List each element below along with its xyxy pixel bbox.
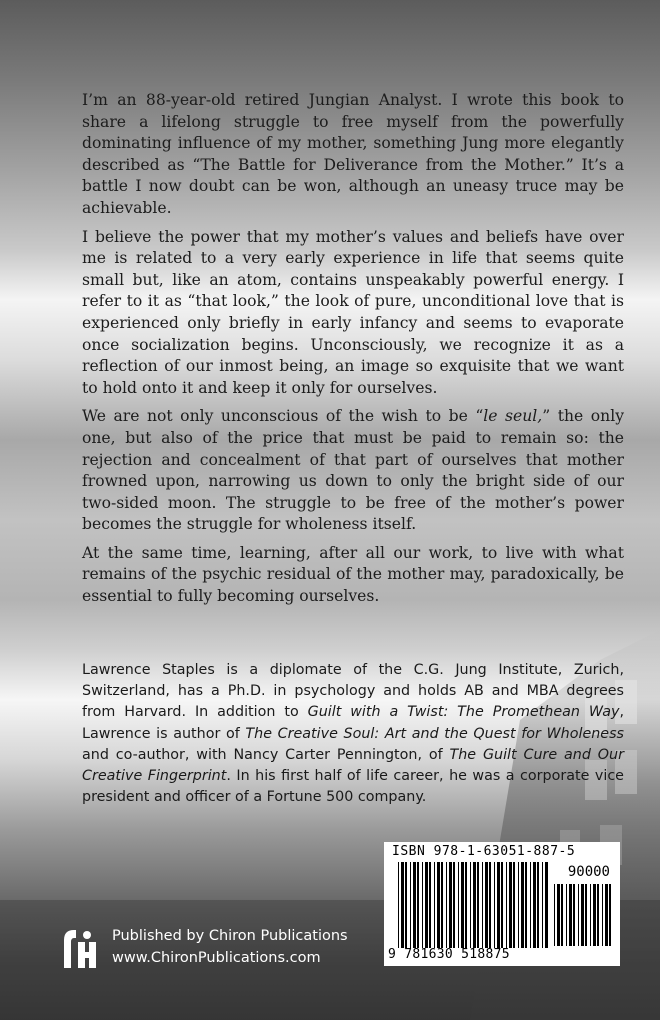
barcode-bar [494,862,495,948]
barcode-bar [437,862,440,948]
barcode-bar [593,884,596,946]
barcode-bar [405,862,407,948]
barcode-bar [509,862,512,948]
barcode-bar [398,862,399,948]
barcode-bar [554,884,555,946]
isbn-barcode [384,842,620,966]
publisher-website[interactable]: www.ChironPublications.com [112,950,321,966]
publisher-name: Published by Chiron Publications [112,928,348,944]
blurb-paragraph-1: I’m an 88-year-old retired Jungian Analyst. I wrote this book to share a lifelong struggle to free myself from the powerfully dominating influence of my mother, something Jung more elegantly described as “The Battle for Deliverance from the Mother.” It’s a battle I now doubt can be won, although an uneasy truce may be achievable. [82,91,624,217]
barcode-bar [473,862,476,948]
barcode-bar [434,862,435,948]
chiron-logo-icon [60,928,100,972]
barcode-bar [521,862,524,948]
blurb-paragraph-4: At the same time, learning, after all our work, to live with what remains of the psychic residual of the mother may, paradoxically, be essential to fully becoming ourselves. [82,543,624,606]
ean-digits: 9 781630 518875 [388,947,510,962]
blurb-p3-italic: le seul, [483,407,543,426]
barcode-bar [530,862,531,948]
blurb-paragraph-2: I believe the power that my mother’s values and beliefs have over me is related to a very early experience in life that seems quite small but, like an atom, contains unspeakably powerful energy. I refer to it as “that look,” the look of pure, unconditional love that is experienced only briefly in early infancy and seems to evaporate once socialization begins. Unconsciously, we recognize it as a reflection of our inmost being, an image so exquisite that we want to hold onto it and keep it only for ourselves. [82,227,624,397]
barcode-bar [581,884,584,946]
bio-part-3: and co-author, with Nancy Carter Pennington, of [82,746,450,763]
barcode-bar [533,862,536,948]
barcode-bar [441,862,443,948]
barcode-bar [605,884,608,946]
barcode-bar [557,884,560,946]
barcode-bar [465,862,467,948]
back-cover-blurb [82,90,624,615]
barcode-bar [458,862,459,948]
barcode-bar [485,862,488,948]
barcode-bar [525,862,527,948]
price-code: 90000 [567,864,610,880]
barcode-bar [506,862,507,948]
barcode-bar [578,884,579,946]
bio-part-4: . In his first half of life career, he was a corporate vice president and officer of a Fortune 500 company. [82,768,624,806]
barcode-bar [413,862,416,948]
barcode-bar [602,884,603,946]
barcode-bar [417,862,419,948]
barcode-bar [566,884,567,946]
barcode-bar [518,862,519,948]
barcode-bar [446,862,447,948]
price-barcode-bars [554,884,612,946]
barcode-bar [461,862,464,948]
barcode-bar [513,862,515,948]
barcode-bar [425,862,428,948]
bio-title-2: The Creative Soul: Art and the Quest for Wholeness [245,725,624,742]
blurb-p3-after: ” the only one, but also of the price that must be paid to remain so: the rejection and concealment of that part of ourselves that mother frowned upon, narrowing us down to only the bright side of our two-sided moon. The struggle to be free of the mother’s power becomes the struggle for wholeness itself. [82,407,625,534]
barcode-bar [545,862,548,948]
isbn-label: ISBN 978-1-63051-887-5 [392,844,576,859]
barcode-bar [497,862,500,948]
barcode-bar [609,884,611,946]
barcode-bar [569,884,572,946]
barcode-bar [401,862,404,948]
barcode-bar [585,884,587,946]
bio-part-2: , Lawrence is author of [82,704,624,742]
author-bio [82,660,624,808]
barcode-bar [501,862,503,948]
barcode-bar [429,862,431,948]
ean-barcode-bars [398,862,548,948]
bio-title-1: Guilt with a Twist: The Promethean Way [307,704,620,721]
barcode-bar [482,862,483,948]
barcode-bar [422,862,423,948]
barcode-bar [573,884,575,946]
barcode-bar [453,862,455,948]
barcode-bar [477,862,479,948]
bio-part-1: Lawrence Staples is a diplomate of the C.G. Jung Institute, Zurich, Switzerland, has a Ph.D. in psychology and holds AB and MBA degrees from Harvard. In addition to [82,662,624,721]
bio-title-3: The Guilt Cure and Our Creative Fingerprint [82,746,624,785]
barcode-bar [470,862,471,948]
barcode-bar [597,884,599,946]
barcode-bar [489,862,491,948]
barcode-bar [561,884,563,946]
barcode-bar [542,862,543,948]
barcode-bar [590,884,591,946]
blurb-p3-before: We are not only unconscious of the wish to be “ [82,407,484,426]
barcode-bar [537,862,539,948]
blurb-paragraph-3 [82,406,624,536]
barcode-bar [410,862,411,948]
barcode-bar [449,862,452,948]
